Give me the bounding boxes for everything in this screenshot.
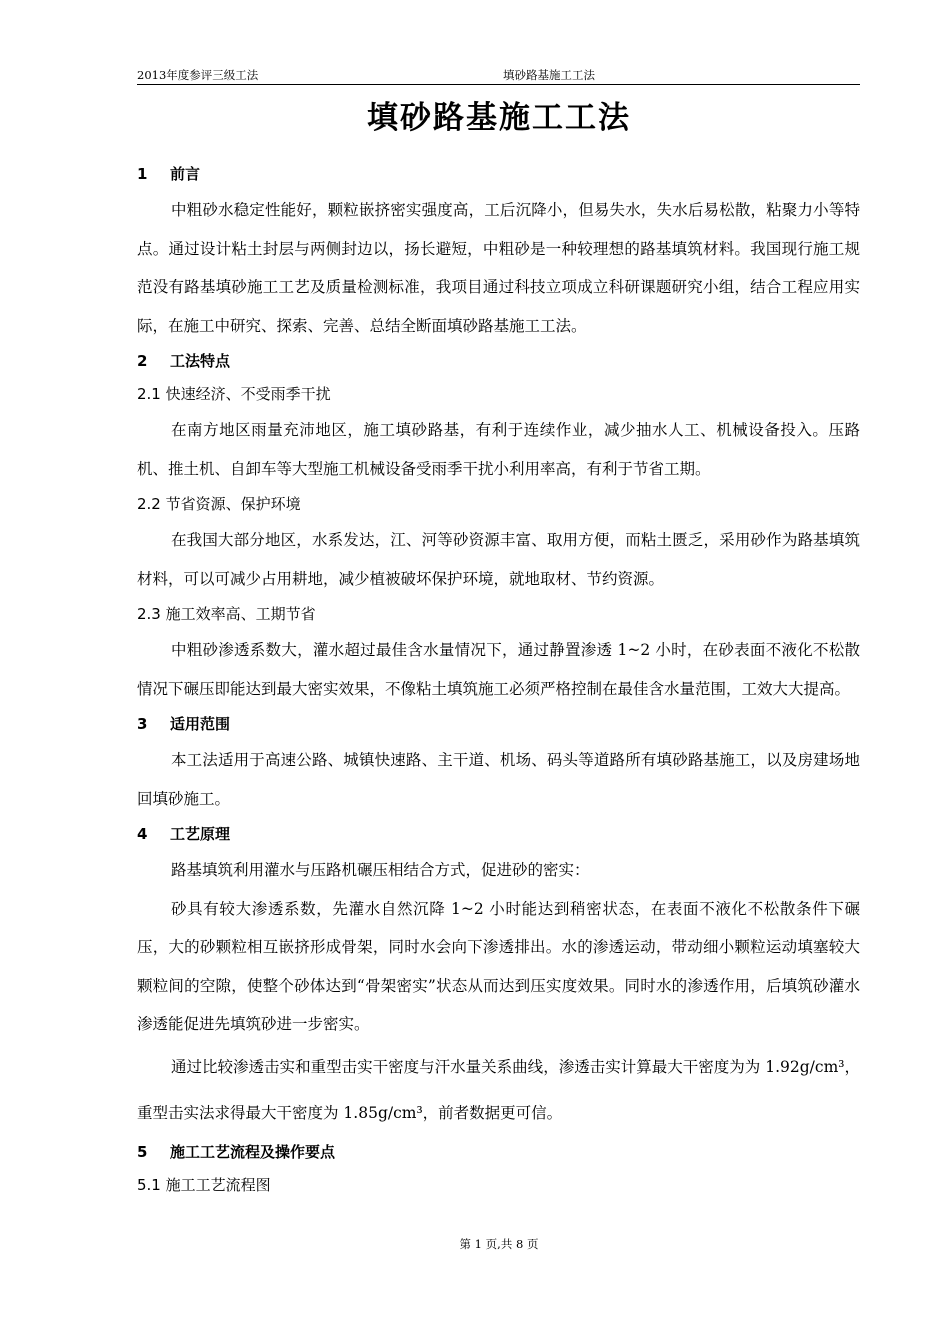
section-heading-5 (137, 1136, 860, 1169)
paragraph-2-1: 在南方地区雨量充沛地区，施工填砂路基，有利于连续作业，减少抽水人工、机械设备投入。压路机、推土机、自卸车等大型施工机械设备受雨季干扰小利用率高，有利于节省工期。 (137, 421, 860, 478)
paragraph-2-2: 在我国大部分地区，水系发达，江、河等砂资源丰富、取用方便，而粘土匮乏，采用砂作为路基填筑材料，可以可减少占用耕地，减少植被破坏保护环境，就地取材、节约资源。 (137, 531, 860, 588)
section-heading-2 (137, 345, 860, 378)
section-number: 2 (137, 352, 148, 370)
subsection-heading-2-2: 2.2 节省资源、保护环境 (137, 495, 301, 513)
section-title: 适用范围 (170, 715, 231, 733)
section-heading-1 (137, 158, 860, 191)
section-number: 1 (137, 165, 148, 183)
subsection-heading-5-1: 5.1 施工工艺流程图 (137, 1175, 271, 1194)
section-title: 工艺原理 (170, 825, 231, 843)
document-body (137, 158, 860, 1202)
section-number: 4 (137, 825, 148, 843)
subsection-heading-2-3: 2.3 施工效率高、工期节省 (137, 605, 316, 623)
section-title: 施工工艺流程及操作要点 (170, 1142, 336, 1161)
paragraph-4-3: 通过比较渗透击实和重型击实干密度与汗水量关系曲线，渗透击实计算最大干密度为为 1.92g/cm³，重型击实法求得最大干密度为 1.85g/cm³，前者数据更可信。 (137, 1057, 860, 1122)
subsection-heading-2-1: 2.1 快速经济、不受雨季干扰 (137, 385, 331, 403)
paragraph-2-3: 中粗砂渗透系数大，灌水超过最佳含水量情况下，通过静置渗透 1~2 小时，在砂表面不液化不松散情况下碾压即能达到最大密实效果，不像粘土填筑施工必须严格控制在最佳含水量范围，工效大大提高。 (137, 641, 860, 698)
section-heading-3 (137, 708, 860, 741)
paragraph-4-2: 砂具有较大渗透系数，先灌水自然沉降 1~2 小时能达到稍密状态，在表面不液化不松散条件下碾压，大的砂颗粒相互嵌挤形成骨架，同时水会向下渗透排出。水的渗透运动，带动细小颗粒运动填塞较大颗粒间的空隙，使整个砂体达到“骨架密实”状态从而达到压实度效果。同时水的渗透作用，后填筑砂灌水渗透能促进先填筑砂进一步密实。 (137, 899, 860, 1033)
header-left-text: 2013年度参评三级工法 (137, 68, 259, 82)
page-header (137, 66, 860, 84)
section-heading-4 (137, 818, 860, 851)
section-title: 前言 (170, 165, 201, 183)
paragraph-4-1: 路基填筑利用灌水与压路机碾压相结合方式，促进砂的密实： (171, 861, 590, 879)
section-number: 5 (137, 1142, 148, 1161)
section-title: 工法特点 (170, 352, 231, 370)
document-title: 填砂路基施工工法 (367, 100, 631, 136)
header-rule (137, 84, 860, 85)
header-center-text: 填砂路基施工工法 (503, 68, 595, 82)
section-number: 3 (137, 715, 148, 733)
page-footer: 第 1 页,共 8 页 (459, 1237, 539, 1251)
paragraph-preface: 中粗砂水稳定性能好，颗粒嵌挤密实强度高，工后沉降小，但易失水，失水后易松散，粘聚力小等特点。通过设计粘土封层与两侧封边以，扬长避短，中粗砂是一种较理想的路基填筑材料。我国现行施工规范没有路基填砂施工工艺及质量检测标准，我项目通过科技立项成立科研课题研究小组，结合工程应用实际，在施工中研究、探索、完善、总结全断面填砂路基施工工法。 (137, 201, 860, 335)
paragraph-scope: 本工法适用于高速公路、城镇快速路、主干道、机场、码头等道路所有填砂路基施工，以及房建场地回填砂施工。 (137, 751, 860, 808)
